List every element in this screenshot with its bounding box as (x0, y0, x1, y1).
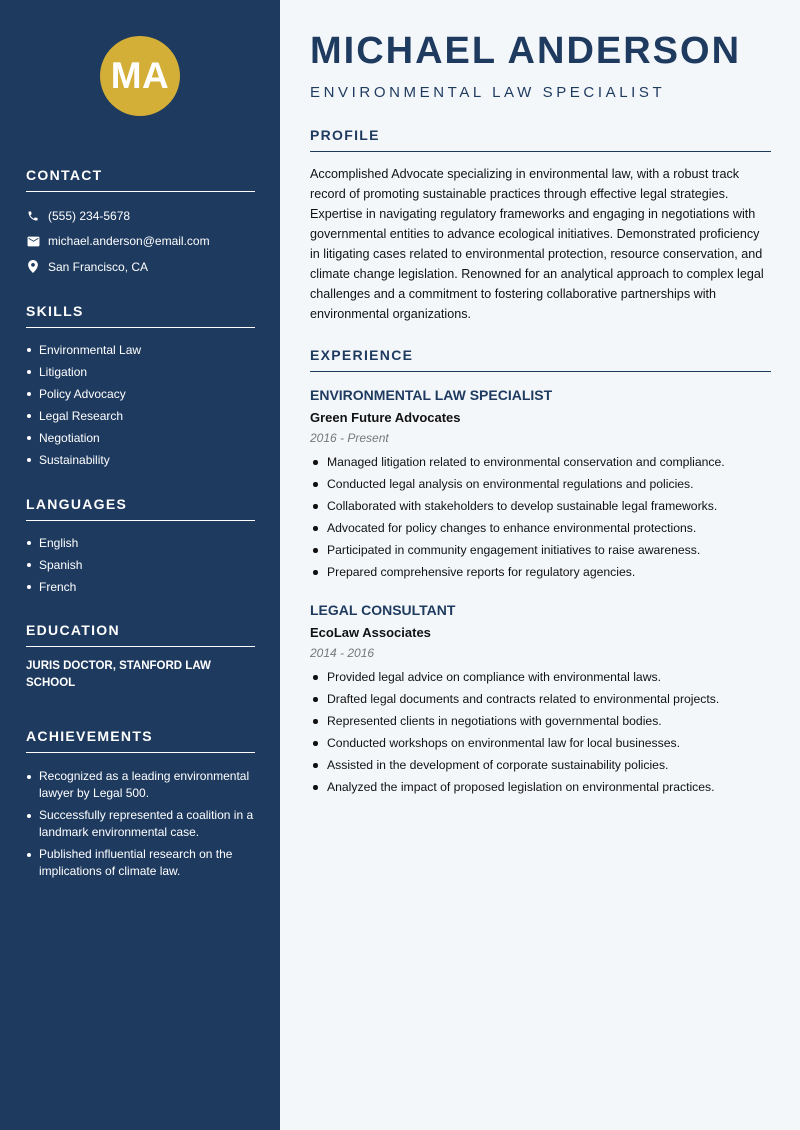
skill-item: Environmental Law (26, 339, 255, 361)
achievement-item: Successfully represented a coalition in a landmark environmental case. (26, 807, 255, 841)
avatar (100, 36, 180, 116)
contact-location (26, 254, 255, 280)
job-dates: 2016 - Present (310, 431, 389, 445)
skills-section (26, 303, 255, 471)
languages-heading: LANGUAGES (26, 496, 255, 521)
sidebar (0, 0, 280, 1130)
contact-phone (26, 203, 255, 229)
contact-list (26, 203, 255, 280)
location-text: San Francisco, CA (48, 259, 149, 274)
skills-heading: SKILLS (26, 303, 255, 328)
profile-heading: PROFILE (310, 127, 771, 152)
avatar-initials: MA (110, 55, 170, 96)
job-bullet: Collaborated with stakeholders to develop sustainable legal frameworks. (310, 495, 771, 517)
job-title: LEGAL CONSULTANT (310, 602, 456, 618)
language-item: English (26, 532, 255, 554)
job-entry (310, 602, 771, 798)
profile-section (310, 127, 771, 324)
achievement-item: Published influential research on the implications of climate law. (26, 846, 255, 880)
job-company: Green Future Advocates (310, 410, 461, 425)
skill-item: Legal Research (26, 405, 255, 427)
email-text: michael.anderson@email.com (48, 234, 210, 249)
achievements-heading: ACHIEVEMENTS (26, 728, 255, 753)
skills-list (26, 339, 255, 471)
skill-item: Sustainability (26, 449, 255, 471)
phone-text: (555) 234-5678 (48, 208, 131, 223)
job-bullet: Drafted legal documents and contracts related to environmental projects. (310, 688, 771, 710)
job-entry (310, 387, 771, 583)
languages-section (26, 496, 255, 598)
location-pin-icon (26, 260, 40, 274)
job-title: ENVIRONMENTAL LAW SPECIALIST (310, 387, 553, 403)
job-bullets (310, 451, 771, 583)
achievements-list (26, 768, 255, 880)
candidate-name: MICHAEL ANDERSON (310, 30, 742, 72)
job-bullet: Assisted in the development of corporate sustainability policies. (310, 754, 771, 776)
skill-item: Policy Advocacy (26, 383, 255, 405)
profile-text: Accomplished Advocate specializing in environmental law, with a robust track record of promoting sustainable practices through effective legal strategies. Expertise in navigating regulatory frameworks and engaging in negotiations with governmental entities to advance ecological initiatives. Demonstrated proficiency in litigating cases related to environmental protection, resource conservation, and climate change legislation. Renowned for an analytical approach to complex legal challenges and a commitment to fostering collaborative partnerships with environmental organizations. (310, 167, 764, 321)
job-bullet: Managed litigation related to environmental conservation and compliance. (310, 451, 771, 473)
education-heading: EDUCATION (26, 622, 255, 647)
job-bullet: Analyzed the impact of proposed legislation on environmental practices. (310, 776, 771, 798)
candidate-title: ENVIRONMENTAL LAW SPECIALIST (310, 84, 666, 101)
education-degree: JURIS DOCTOR, STANFORD LAW SCHOOL (26, 660, 211, 689)
achievement-item: Recognized as a leading environmental lawyer by Legal 500. (26, 768, 255, 802)
job-bullet: Advocated for policy changes to enhance environmental protections. (310, 517, 771, 539)
job-bullet: Provided legal advice on compliance with environmental laws. (310, 666, 771, 688)
job-dates: 2014 - 2016 (310, 646, 375, 660)
language-item: French (26, 576, 255, 598)
job-bullet: Prepared comprehensive reports for regulatory agencies. (310, 561, 771, 583)
job-bullet: Participated in community engagement initiatives to raise awareness. (310, 539, 771, 561)
job-bullet: Conducted workshops on environmental law for local businesses. (310, 732, 771, 754)
language-item: Spanish (26, 554, 255, 576)
job-bullets (310, 666, 771, 798)
contact-email (26, 229, 255, 255)
job-bullet: Represented clients in negotiations with governmental bodies. (310, 710, 771, 732)
skill-item: Litigation (26, 361, 255, 383)
experience-heading: EXPERIENCE (310, 347, 771, 372)
achievements-section (26, 728, 255, 885)
job-company: EcoLaw Associates (310, 625, 431, 640)
skill-item: Negotiation (26, 427, 255, 449)
contact-section (26, 167, 255, 280)
job-bullet: Conducted legal analysis on environmental regulations and policies. (310, 473, 771, 495)
phone-icon (26, 209, 40, 223)
education-section (26, 622, 255, 692)
experience-section (310, 347, 771, 372)
email-icon (26, 234, 40, 248)
languages-list (26, 532, 255, 598)
contact-heading: CONTACT (26, 167, 255, 192)
